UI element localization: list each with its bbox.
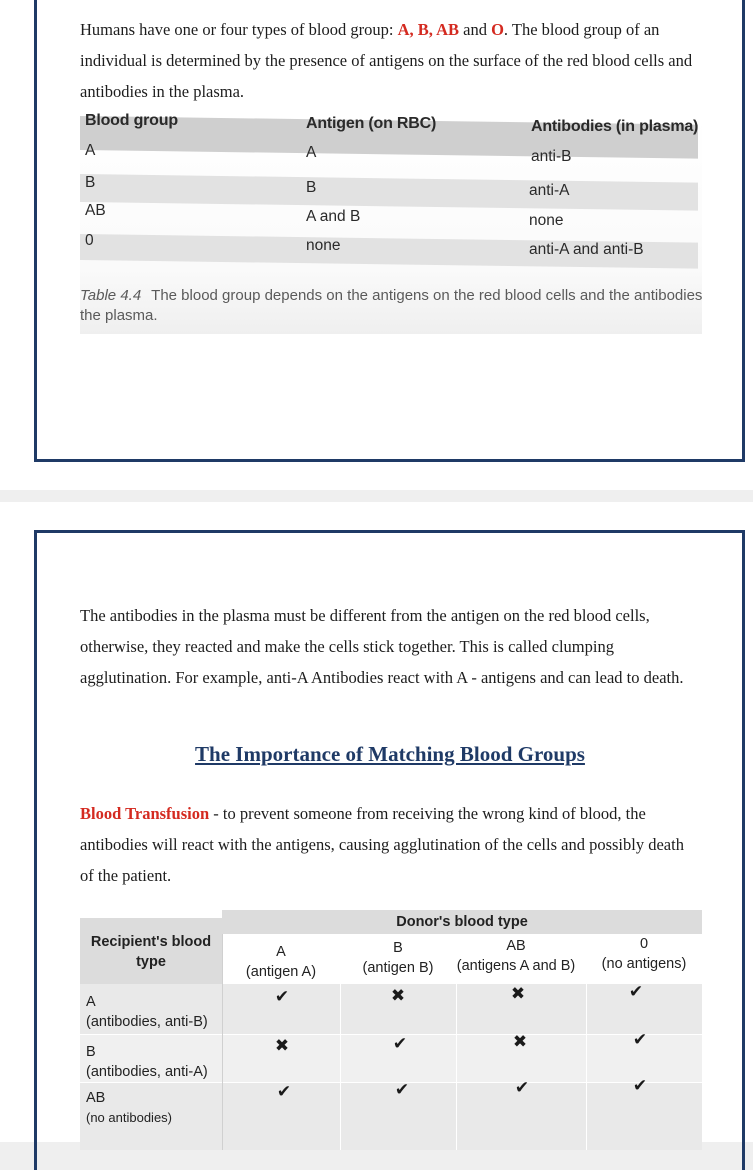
antibodies-paragraph: The antibodies in the plasma must be different from the antigen on the red blood cells, otherwise, they reacted and make the cells stick together. This is called clumping agglutination. For example, anti-A Antibodies react with A - antigens and can lead to death. — [80, 606, 684, 687]
cell-group: A — [85, 142, 96, 159]
cell-antibodies: anti-A and anti-B — [529, 241, 644, 258]
cell-antibodies: anti-A — [529, 182, 570, 199]
compatible-check-icon: ✔ — [392, 1034, 408, 1053]
incompatible-cross-icon: ✖ — [274, 1036, 290, 1055]
cell-antibodies: none — [529, 212, 564, 229]
compatible-check-icon: ✔ — [514, 1078, 530, 1097]
donor-col-a: A (antigen A) — [245, 944, 317, 980]
header-blood-group: Blood group — [85, 112, 178, 129]
compatible-check-icon: ✔ — [394, 1080, 410, 1099]
cell-antigen: B — [306, 179, 317, 196]
incompatible-cross-icon: ✖ — [512, 1032, 528, 1051]
table-caption: Table 4.4 The blood group depends on the antigens on the red blood cells and the antibodies the plasma. — [80, 287, 703, 324]
cell-group: 0 — [85, 232, 94, 249]
incompatible-cross-icon: ✖ — [510, 984, 526, 1003]
cell-group: B — [85, 174, 96, 191]
cell-antibodies: anti-B — [531, 148, 572, 165]
table-row-shade — [80, 174, 698, 211]
compatible-check-icon: ✔ — [628, 982, 644, 1001]
recipient-blood-type-header: Recipient's blood type — [90, 934, 212, 970]
cell-antigen: A and B — [306, 208, 361, 225]
header-antibodies: Antibodies (in plasma) — [531, 118, 699, 135]
compatible-check-icon: ✔ — [274, 987, 290, 1006]
document-page-1 — [0, 0, 753, 490]
recipient-row-ab: AB (no antibodies) — [86, 1090, 172, 1125]
document-page-2 — [0, 502, 753, 1142]
donor-col-b: B (antigen B) — [362, 940, 434, 976]
incompatible-cross-icon: ✖ — [390, 986, 406, 1005]
compatible-check-icon: ✔ — [632, 1076, 648, 1095]
donor-blood-type-header: Donor's blood type — [396, 914, 528, 930]
transfusion-table-image — [80, 910, 702, 1150]
donor-col-ab: AB (antigens A and B) — [456, 938, 576, 974]
cell-group: AB — [85, 202, 106, 219]
donor-col-0: 0 (no antigens) — [601, 936, 687, 972]
intro-paragraph: Humans have one or four types of blood group: A, B, AB and O. The blood group of an individual is determined by the presence of antigens on the surface of the red blood cells and antibodies in the plasma. — [80, 20, 693, 101]
transfusion-paragraph: Blood Transfusion - to prevent someone from receiving the wrong kind of blood, the antibodies will react with the antigens, causing agglutination of the cells and possibly death of the patient. — [80, 804, 684, 885]
recipient-row-a: A (antibodies, anti-B) — [86, 994, 208, 1030]
recipient-row-b: B (antibodies, anti-A) — [86, 1044, 208, 1080]
section-heading: The Importance of Matching Blood Groups — [195, 742, 585, 766]
compatible-check-icon: ✔ — [276, 1082, 292, 1101]
header-antigen: Antigen (on RBC) — [306, 115, 437, 132]
cell-antigen: A — [306, 144, 317, 161]
cell-antigen: none — [306, 237, 341, 254]
compatible-check-icon: ✔ — [632, 1030, 648, 1049]
